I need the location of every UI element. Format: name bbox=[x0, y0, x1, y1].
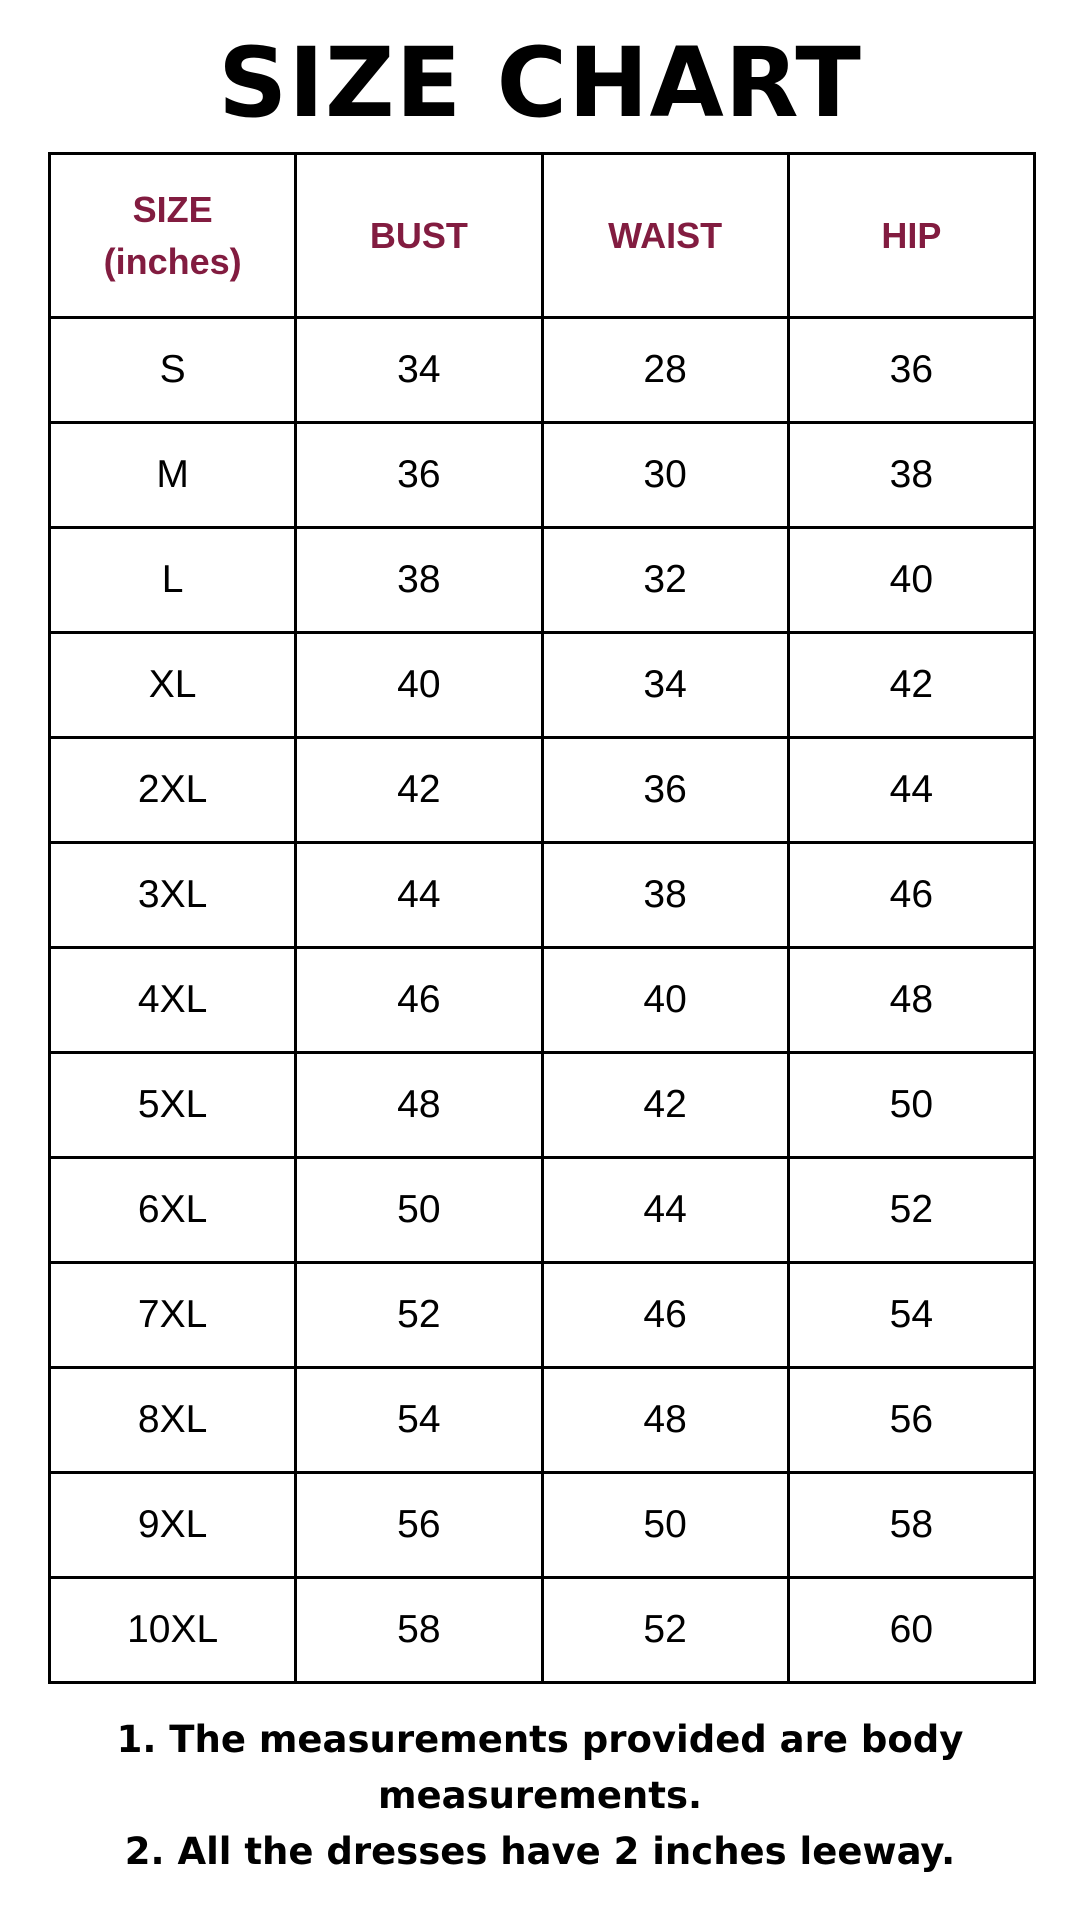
note-item: 1. The measurements provided are body measurements. bbox=[116, 1718, 964, 1817]
cell-hip: 36 bbox=[788, 318, 1034, 423]
cell-size: 2XL bbox=[50, 738, 296, 843]
cell-waist: 38 bbox=[542, 843, 788, 948]
cell-size: 7XL bbox=[50, 1263, 296, 1368]
cell-waist: 52 bbox=[542, 1578, 788, 1683]
cell-size: XL bbox=[50, 633, 296, 738]
cell-waist: 44 bbox=[542, 1158, 788, 1263]
table-row bbox=[50, 528, 1035, 633]
cell-bust: 52 bbox=[296, 1263, 542, 1368]
cell-hip: 52 bbox=[788, 1158, 1034, 1263]
table-row bbox=[50, 948, 1035, 1053]
cell-size: 10XL bbox=[50, 1578, 296, 1683]
cell-bust: 36 bbox=[296, 423, 542, 528]
size-table bbox=[48, 152, 1036, 1684]
header-row bbox=[50, 154, 1035, 318]
table-body bbox=[50, 318, 1035, 1683]
cell-waist: 32 bbox=[542, 528, 788, 633]
cell-hip: 44 bbox=[788, 738, 1034, 843]
cell-bust: 42 bbox=[296, 738, 542, 843]
cell-waist: 40 bbox=[542, 948, 788, 1053]
cell-bust: 58 bbox=[296, 1578, 542, 1683]
table-row bbox=[50, 843, 1035, 948]
header-size: SIZE (inches) bbox=[50, 154, 296, 318]
cell-bust: 34 bbox=[296, 318, 542, 423]
header-bust: BUST bbox=[296, 154, 542, 318]
table-row bbox=[50, 633, 1035, 738]
header-waist: WAIST bbox=[542, 154, 788, 318]
table-header bbox=[50, 154, 1035, 318]
table-row bbox=[50, 1368, 1035, 1473]
header-hip: HIP bbox=[788, 154, 1034, 318]
cell-size: 6XL bbox=[50, 1158, 296, 1263]
cell-size: 3XL bbox=[50, 843, 296, 948]
cell-waist: 36 bbox=[542, 738, 788, 843]
cell-bust: 40 bbox=[296, 633, 542, 738]
note-item: 2. All the dresses have 2 inches leeway. bbox=[124, 1830, 956, 1873]
table-row bbox=[50, 1053, 1035, 1158]
table-row bbox=[50, 1158, 1035, 1263]
cell-hip: 50 bbox=[788, 1053, 1034, 1158]
table-row bbox=[50, 318, 1035, 423]
cell-waist: 30 bbox=[542, 423, 788, 528]
cell-size: L bbox=[50, 528, 296, 633]
table-row bbox=[50, 1473, 1035, 1578]
cell-hip: 38 bbox=[788, 423, 1034, 528]
cell-hip: 58 bbox=[788, 1473, 1034, 1578]
table-row bbox=[50, 1263, 1035, 1368]
cell-size: S bbox=[50, 318, 296, 423]
cell-waist: 28 bbox=[542, 318, 788, 423]
cell-waist: 34 bbox=[542, 633, 788, 738]
cell-waist: 42 bbox=[542, 1053, 788, 1158]
cell-hip: 60 bbox=[788, 1578, 1034, 1683]
table-row bbox=[50, 423, 1035, 528]
cell-bust: 54 bbox=[296, 1368, 542, 1473]
table-row bbox=[50, 1578, 1035, 1683]
cell-size: 8XL bbox=[50, 1368, 296, 1473]
notes bbox=[60, 1712, 1020, 1880]
table-row bbox=[50, 738, 1035, 843]
cell-hip: 48 bbox=[788, 948, 1034, 1053]
cell-size: 9XL bbox=[50, 1473, 296, 1578]
cell-size: 4XL bbox=[50, 948, 296, 1053]
cell-hip: 42 bbox=[788, 633, 1034, 738]
cell-hip: 46 bbox=[788, 843, 1034, 948]
cell-bust: 44 bbox=[296, 843, 542, 948]
cell-size: M bbox=[50, 423, 296, 528]
cell-hip: 56 bbox=[788, 1368, 1034, 1473]
cell-bust: 46 bbox=[296, 948, 542, 1053]
page-title: SIZE CHART bbox=[218, 27, 862, 139]
cell-waist: 46 bbox=[542, 1263, 788, 1368]
cell-bust: 38 bbox=[296, 528, 542, 633]
cell-size: 5XL bbox=[50, 1053, 296, 1158]
cell-waist: 48 bbox=[542, 1368, 788, 1473]
cell-bust: 50 bbox=[296, 1158, 542, 1263]
cell-hip: 40 bbox=[788, 528, 1034, 633]
cell-bust: 56 bbox=[296, 1473, 542, 1578]
cell-bust: 48 bbox=[296, 1053, 542, 1158]
cell-waist: 50 bbox=[542, 1473, 788, 1578]
cell-hip: 54 bbox=[788, 1263, 1034, 1368]
